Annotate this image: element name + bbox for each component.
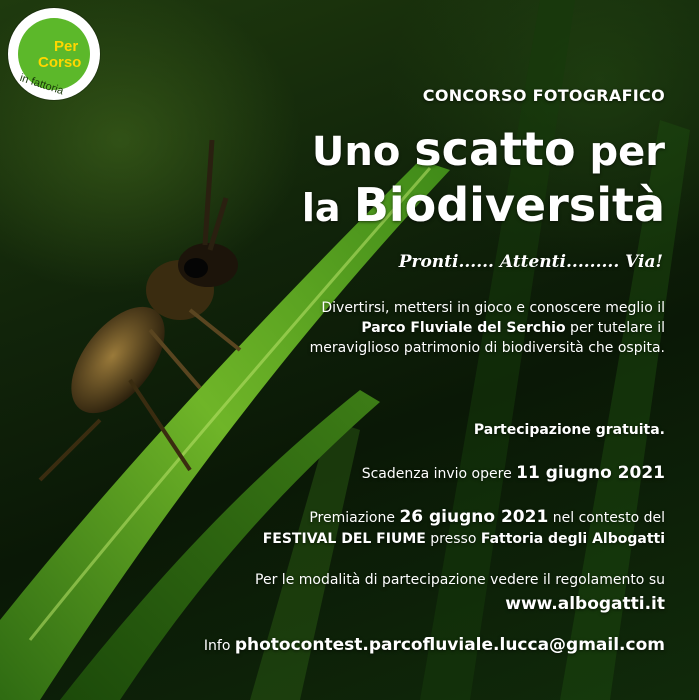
grass-blade-main (0, 160, 450, 700)
contest-kicker: CONCORSO FOTOGRAFICO (422, 86, 665, 105)
title-line-2 (302, 178, 665, 232)
title-word: Uno (311, 129, 415, 175)
award-festival: FESTIVAL DEL FIUME (262, 531, 426, 547)
rules-link[interactable]: www.albogatti.it (505, 594, 665, 614)
award-line (205, 507, 665, 550)
award-venue: Fattoria degli Albogatti (480, 531, 665, 547)
award-date: 26 giugno 2021 (399, 507, 549, 527)
title-word: per (575, 129, 665, 175)
logo-text-fattoria: in fattoria (18, 72, 66, 98)
info-label: Info (203, 638, 235, 654)
intro-highlight: Parco Fluviale del Serchio (361, 320, 566, 336)
logo-text-corso: Corso (38, 54, 82, 71)
title-word: la (301, 186, 354, 230)
award-mid: nel contesto del (548, 510, 665, 526)
award-presso: presso (425, 531, 481, 547)
title-word-biodiversita: Biodiversità (353, 178, 665, 232)
intro-text: Divertirsi, mettersi in gioco e conoscere meglio il (321, 300, 665, 316)
rules-text: Per le modalità di partecipazione vedere il regolamento su (255, 572, 665, 588)
title-line-1 (312, 122, 665, 176)
free-participation: Partecipazione gratuita. (473, 422, 665, 438)
info-line (204, 635, 665, 655)
logo-text-per: Per (54, 38, 79, 55)
deadline-date: 11 giugno 2021 (516, 463, 665, 483)
percorso-logo (8, 8, 100, 100)
info-email[interactable]: photocontest.parcofluviale.lucca@gmail.com (234, 635, 665, 655)
deadline-line (362, 463, 665, 483)
rules-line (185, 568, 665, 617)
slogan: Pronti...... Attenti......... Via! (398, 252, 663, 272)
title-word-scatto: scatto (414, 122, 576, 176)
intro-text: per tutelare il meraviglioso patrimonio di biodiversità che ospita. (309, 320, 665, 356)
intro-paragraph (305, 298, 665, 358)
deadline-label: Scadenza invio opere (361, 466, 517, 482)
award-label: Premiazione (309, 510, 400, 526)
